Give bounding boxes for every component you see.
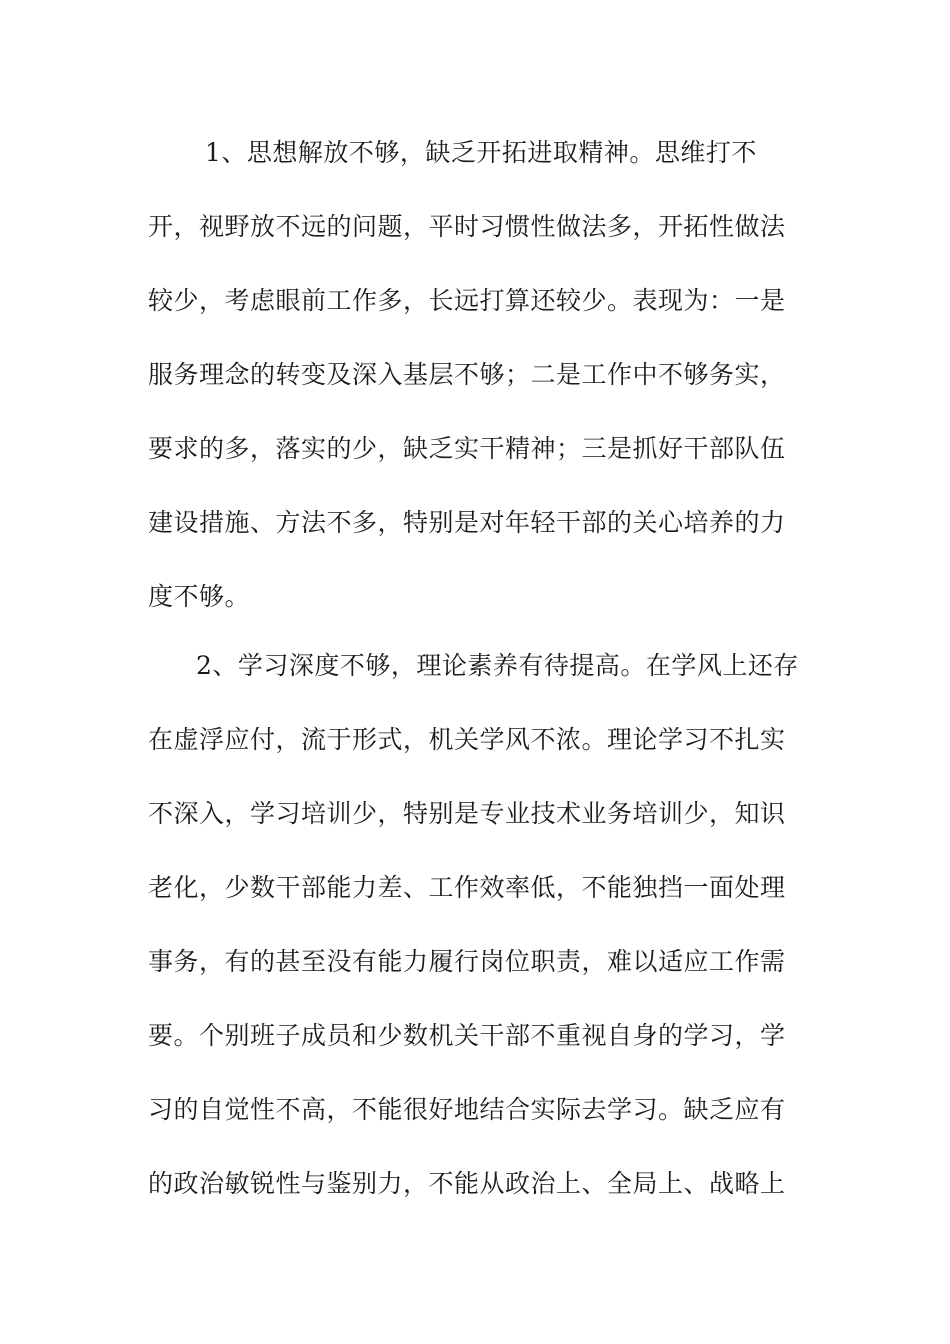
- paragraph-2-line-2: 在虚浮应付，流于形式，机关学风不浓。理论学习不扎实: [148, 725, 786, 754]
- paragraph-2-line-3: 不深入，学习培训少，特别是专业技术业务培训少，知识: [148, 799, 786, 828]
- paragraph-2-line-8: 的政治敏锐性与鉴别力，不能从政治上、全局上、战略上: [148, 1169, 786, 1198]
- paragraph-1-line-2: 开，视野放不远的问题，平时习惯性做法多，开拓性做法: [148, 212, 786, 241]
- paragraph-1-line-7: 度不够。: [148, 582, 251, 611]
- paragraph-1-line-3: 较少，考虑眼前工作多，长远打算还较少。表现为：一是: [148, 286, 786, 315]
- paragraph-1-line-5: 要求的多，落实的少，缺乏实干精神；三是抓好干部队伍: [148, 434, 786, 463]
- paragraph-2-line-4: 老化，少数干部能力差、工作效率低，不能独挡一面处理: [148, 873, 786, 902]
- paragraph-1-line-1: 1、思想解放不够，缺乏开拓进取精神。思维打不: [205, 138, 757, 167]
- paragraph-2-line-7: 习的自觉性不高，不能很好地结合实际去学习。缺乏应有: [148, 1095, 786, 1124]
- paragraph-2-line-6: 要。个别班子成员和少数机关干部不重视自身的学习，学: [148, 1021, 786, 1050]
- paragraph-1-line-4: 服务理念的转变及深入基层不够；二是工作中不够务实，: [148, 360, 786, 389]
- paragraph-2-line-1: 2、学习深度不够，理论素养有待提高。在学风上还存: [196, 651, 799, 680]
- paragraph-2-line-5: 事务，有的甚至没有能力履行岗位职责，难以适应工作需: [148, 947, 786, 976]
- paragraph-1-line-6: 建设措施、方法不多，特别是对年轻干部的关心培养的力: [148, 508, 786, 537]
